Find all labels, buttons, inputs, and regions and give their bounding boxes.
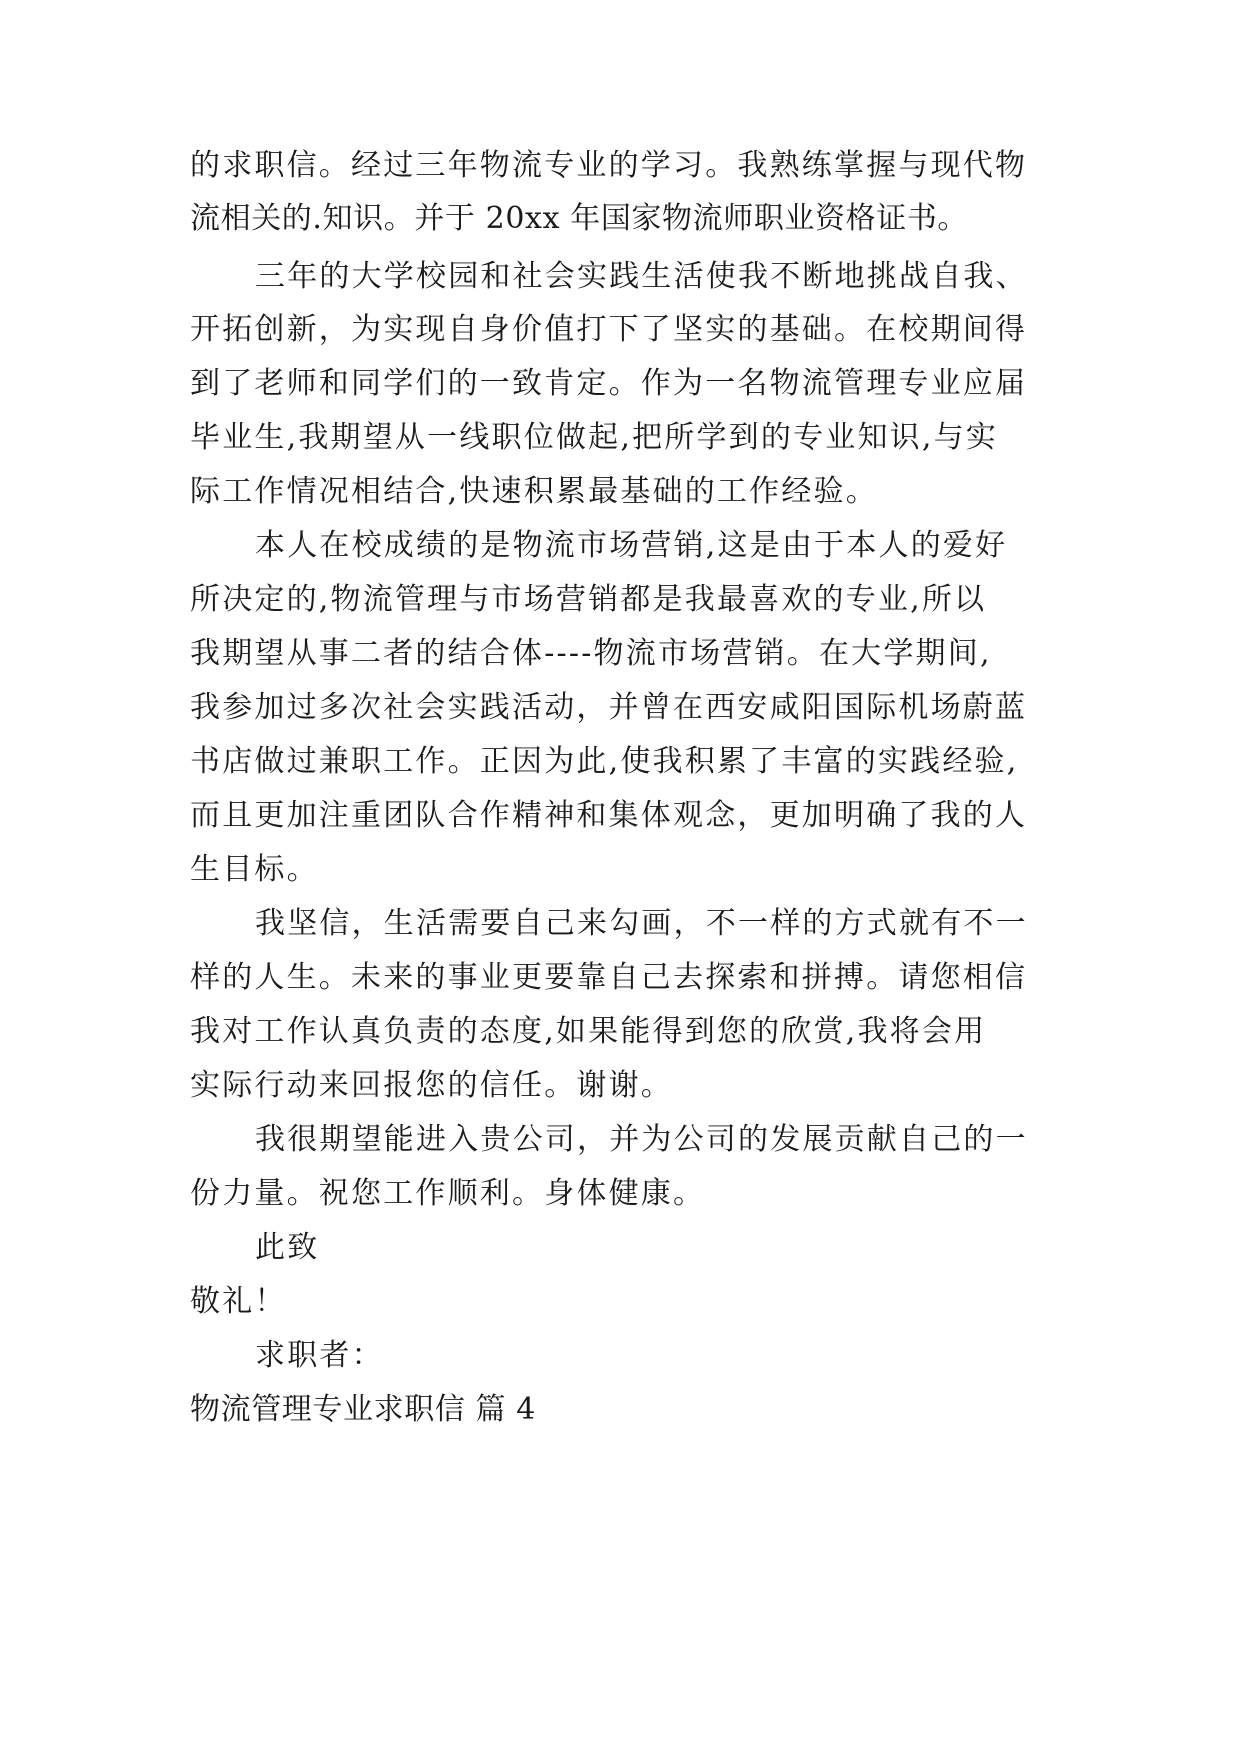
section-heading: 物流管理专业求职信 篇 4 <box>190 1392 536 1427</box>
text-line: 书店做过兼职工作。正因为此,使我积累了丰富的实践经验, <box>190 744 1019 779</box>
text-line: 际工作情况相结合,快速积累最基础的工作经验。 <box>190 474 878 509</box>
text-line: 毕业生,我期望从一线职位做起,把所学到的专业知识,与实 <box>190 420 999 455</box>
text-line: 我参加过多次社会实践活动，并曾在西安咸阳国际机场蔚蓝 <box>190 690 1028 725</box>
paragraph-start-line: 三年的大学校园和社会实践生活使我不断地挑战自我、 <box>255 259 1028 294</box>
signature-label: 求职者： <box>255 1338 384 1373</box>
salutation-line: 敬礼！ <box>190 1284 287 1319</box>
text-line: 份力量。祝您工作顺利。身体健康。 <box>190 1176 706 1211</box>
closing-line: 此致 <box>255 1230 320 1265</box>
text-line: 而且更加注重团队合作精神和集体观念，更加明确了我的人 <box>190 798 1028 833</box>
text-line: 的求职信。经过三年物流专业的学习。我熟练掌握与现代物 <box>190 148 1028 183</box>
text-line: 所决定的,物流管理与市场营销都是我最喜欢的专业,所以 <box>190 582 987 617</box>
paragraph-start-line: 本人在校成绩的是物流市场营销,这是由于本人的爱好 <box>255 528 1008 563</box>
text-line: 到了老师和同学们的一致肯定。作为一名物流管理专业应届 <box>190 366 1028 401</box>
text-line: 开拓创新，为实现自身价值打下了坚实的基础。在校期间得 <box>190 312 1028 347</box>
text-line: 生目标。 <box>190 852 319 887</box>
text-line: 实际行动来回报您的信任。谢谢。 <box>190 1068 673 1103</box>
text-line: 流相关的.知识。并于 20xx 年国家物流师职业资格证书。 <box>190 201 969 236</box>
paragraph-start-line: 我坚信，生活需要自己来勾画，不一样的方式就有不一 <box>255 906 1028 941</box>
text-line: 我期望从事二者的结合体----物流市场营销。在大学期间, <box>190 636 992 671</box>
text-line: 我对工作认真负责的态度,如果能得到您的欣赏,我将会用 <box>190 1014 987 1049</box>
text-line: 样的人生。未来的事业更要靠自己去探索和拼搏。请您相信 <box>190 960 1028 995</box>
paragraph-start-line: 我很期望能进入贵公司，并为公司的发展贡献自己的一 <box>255 1122 1028 1157</box>
